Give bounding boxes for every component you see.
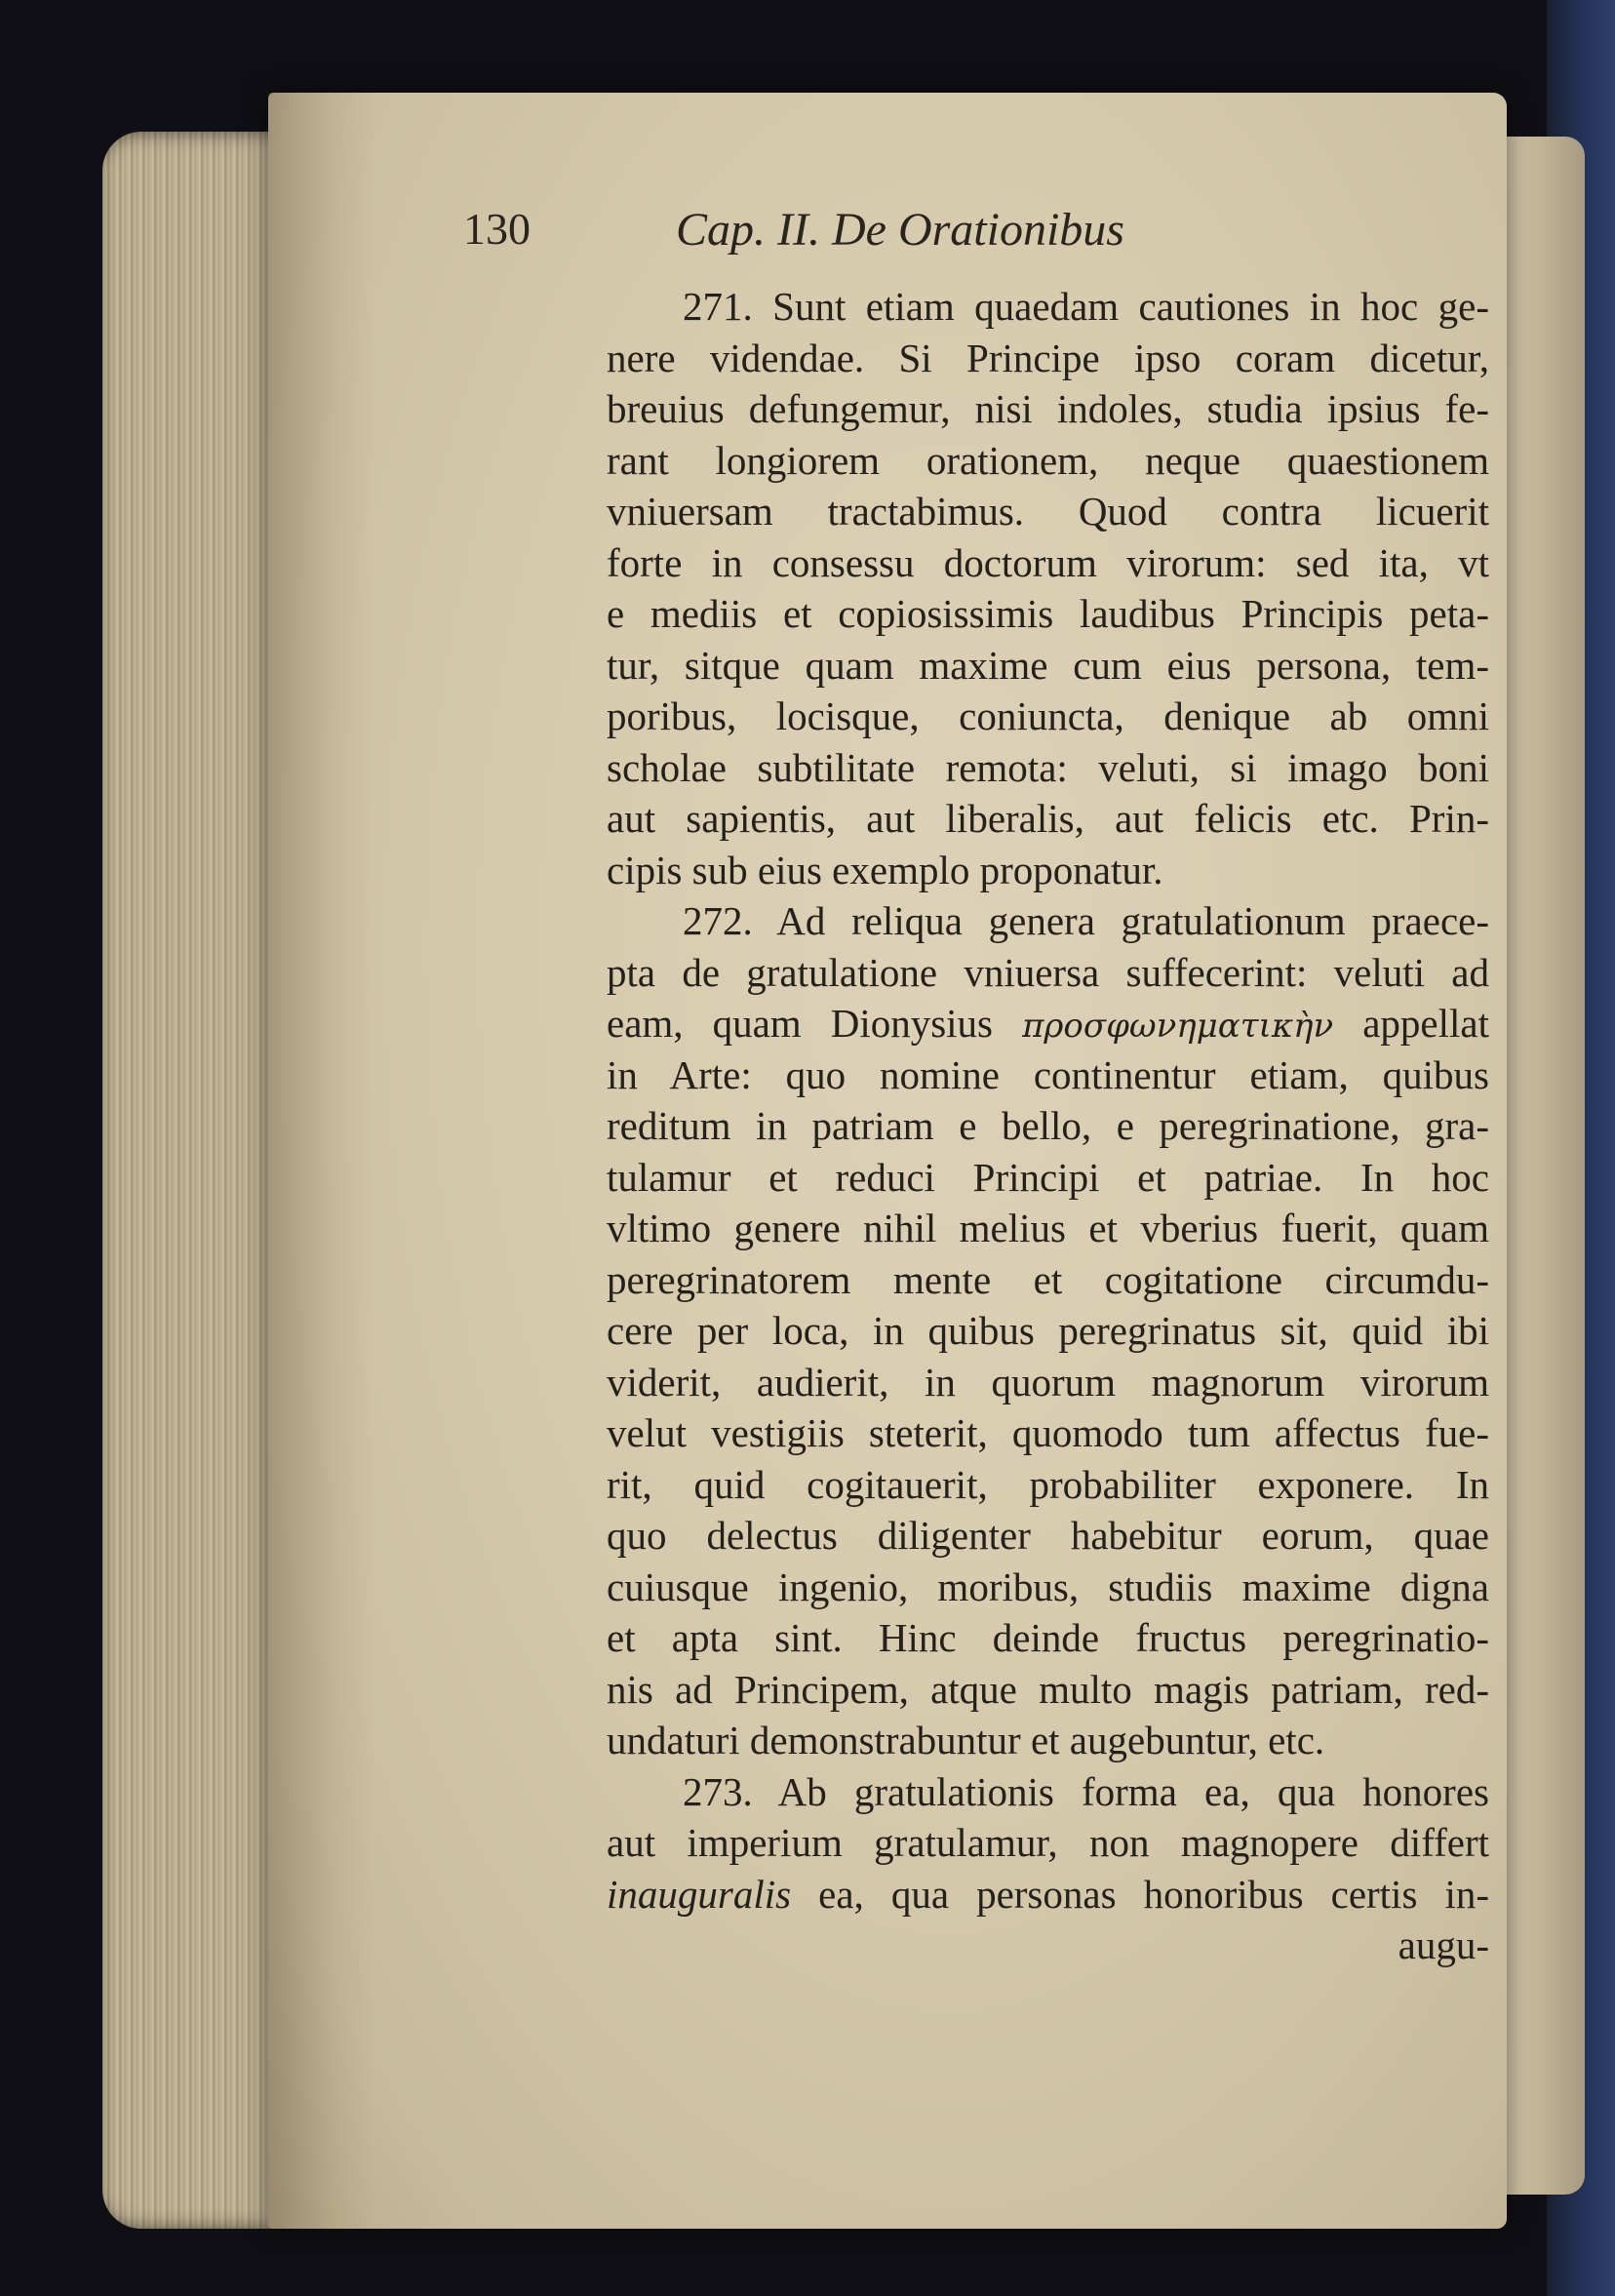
text-fragment: appellat xyxy=(1362,1001,1490,1046)
text-line: nis ad Principem, atque multo magis patriam, red- xyxy=(607,1666,1489,1712)
page-number: 130 xyxy=(463,204,531,254)
text-line: peregrinatorem mente et cogitatione circumdu- xyxy=(607,1256,1489,1302)
text-line: vniuersam tractabimus. Quod contra licuerit xyxy=(607,489,1489,534)
text-line: in Arte: quo nomine continentur etiam, quibus xyxy=(607,1051,1489,1097)
text-line: tulamur et reduci Principi et patriae. In hoc xyxy=(607,1154,1489,1200)
text-line: nere videndae. Si Principe ipso coram dicetur, xyxy=(607,335,1489,380)
greek-word: προσφωνηματικὴν xyxy=(1022,1007,1334,1046)
text-line-with-greek xyxy=(607,998,1489,1049)
text-line: forte in consessu doctorum virorum: sed ita, vt xyxy=(607,539,1489,585)
text-line: tur, sitque quam maxime cum eius persona, tem- xyxy=(607,642,1489,688)
text-line: e mediis et copiosissimis laudibus Principis peta- xyxy=(607,591,1489,636)
text-line: vltimo genere nihil melius et vberius fuerit, quam xyxy=(607,1206,1489,1250)
text-line: 273. Ab gratulationis forma ea, qua honores xyxy=(683,1768,1489,1814)
chapter-title: Cap. II. De Orationibus xyxy=(676,204,1124,256)
text-line: 272. Ad reliqua genera gratulationum praece- xyxy=(683,898,1489,943)
text-line: undaturi demonstrabuntur et augebuntur, etc. xyxy=(607,1718,1325,1762)
text-line: reditum in patriam e bello, e peregrinatione, gra- xyxy=(607,1103,1489,1148)
text-line: quo delectus diligenter habebitur eorum, quae xyxy=(607,1513,1489,1558)
text-line: cipis sub eius exemplo proponatur. xyxy=(607,847,1163,892)
text-line: et apta sint. Hinc deinde fructus peregrinatio- xyxy=(607,1615,1489,1660)
text-line: 271. Sunt etiam quaedam cautiones in hoc ge- xyxy=(683,284,1489,329)
text-line: aut imperium gratulamur, non magnopere differt xyxy=(607,1820,1489,1865)
text-fragment: eam, quam Dionysius xyxy=(607,1001,994,1046)
text-line: cuiusque ingenio, moribus, studiis maxime digna xyxy=(607,1564,1489,1609)
text-line-with-italic xyxy=(607,1869,1489,1920)
text-line: pta de gratulatione vniuersa suffecerint: veluti ad xyxy=(607,949,1489,995)
catchword: augu- xyxy=(1398,1922,1489,1967)
text-line: aut sapientis, aut liberalis, aut felicis etc. Prin- xyxy=(607,796,1489,841)
text-line: cere per loca, in quibus peregrinatus sit, quid ibi xyxy=(607,1308,1489,1353)
text-line: poribus, locisque, coniuncta, denique ab omni xyxy=(607,693,1489,738)
text-line: rit, quid cogitauerit, probabiliter exponere. In xyxy=(607,1461,1489,1507)
italic-word: inauguralis xyxy=(607,1871,792,1917)
text-line: scholae subtilitate remota: veluti, si imago boni xyxy=(607,744,1489,790)
text-line: rant longiorem orationem, neque quaestionem xyxy=(607,437,1489,483)
text-line: viderit, audierit, in quorum magnorum virorum xyxy=(607,1359,1489,1405)
body-text xyxy=(607,281,1489,1971)
text-line: velut vestigiis steterit, quomodo tum affectus fue- xyxy=(607,1410,1489,1455)
running-head xyxy=(463,203,1321,261)
gutter-shadow xyxy=(268,93,375,2229)
text-fragment: ea, qua personas honoribus certis in- xyxy=(818,1871,1489,1917)
text-line: breuius defungemur, nisi indoles, studia ipsius fe- xyxy=(607,386,1489,431)
